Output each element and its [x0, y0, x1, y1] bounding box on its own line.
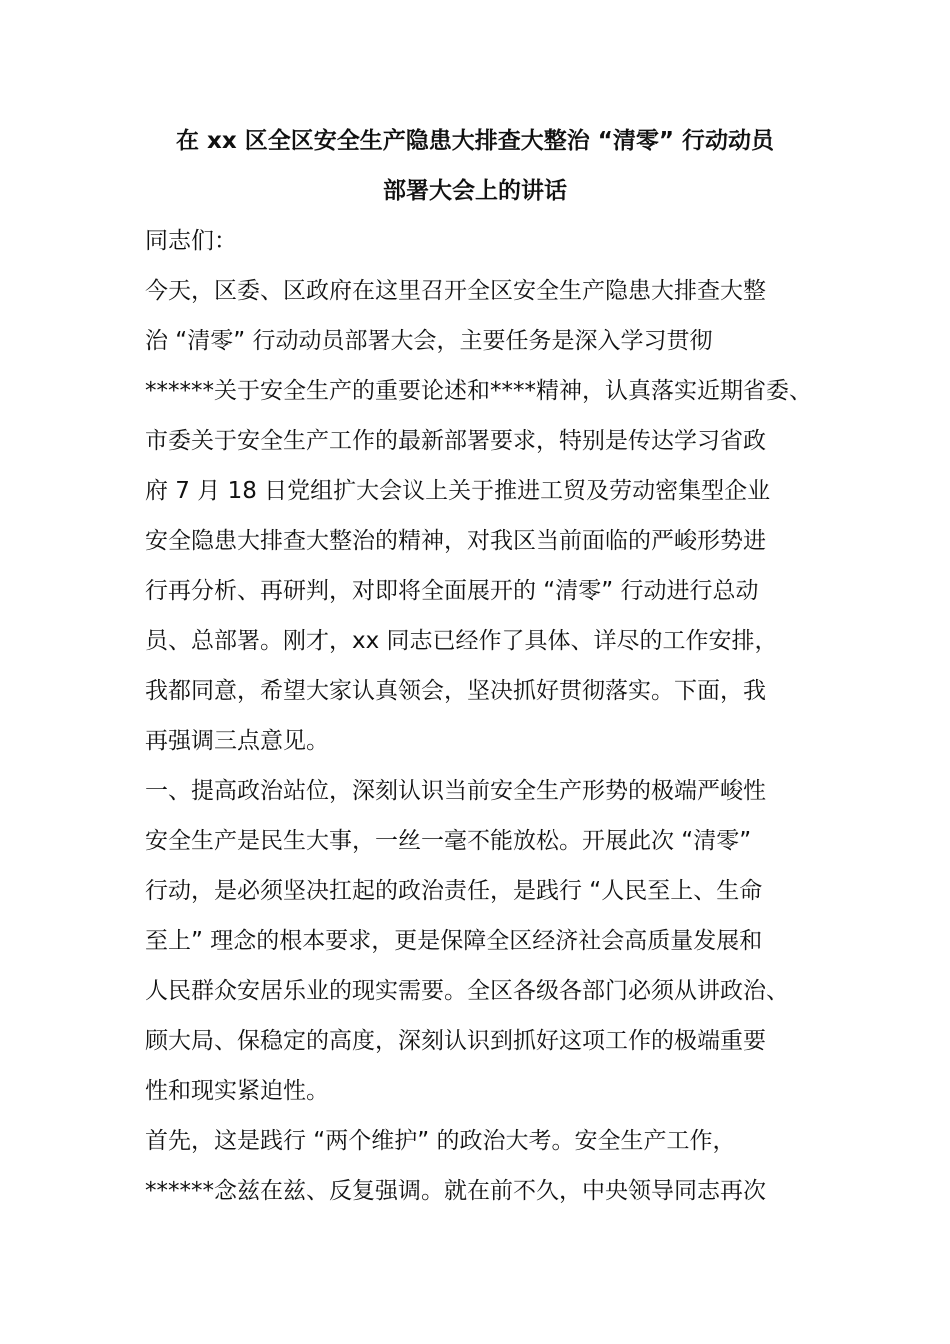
body-line: 市委关于安全生产工作的最新部署要求，特别是传达学习省政 [145, 428, 766, 454]
document-title-line-2: 部署大会上的讲话 [383, 178, 567, 204]
body-line: 再强调三点意见。 [145, 728, 329, 754]
body-line: 人民群众安居乐业的现实需要。全区各级各部门必须从讲政治、 [145, 978, 789, 1004]
body-line: ******关于安全生产的重要论述和****精神，认真落实近期省委、 [145, 378, 812, 404]
body-line: 员、总部署。刚才，xx 同志已经作了具体、详尽的工作安排， [145, 628, 778, 654]
body-line: 顾大局、保稳定的高度，深刻认识到抓好这项工作的极端重要 [145, 1028, 766, 1054]
body-line: 行再分析、再研判，对即将全面展开的 “清零” 行动进行总动 [145, 578, 759, 604]
body-line: 治 “清零” 行动动员部署大会，主要任务是深入学习贯彻 [145, 328, 713, 354]
body-line: ******念兹在兹、反复强调。就在前不久，中央领导同志再次 [145, 1178, 766, 1204]
body-line: 首先，这是践行 “两个维护” 的政治大考。安全生产工作， [145, 1128, 736, 1154]
body-line: 今天，区委、区政府在这里召开全区安全生产隐患大排查大整 [145, 278, 766, 304]
body-line: 我都同意，希望大家认真领会，坚决抓好贯彻落实。下面，我 [145, 678, 766, 704]
body-line: 府 7 月 18 日党组扩大会议上关于推进工贸及劳动密集型企业 [145, 478, 771, 504]
body-line: 行动，是必须坚决扛起的政治责任，是践行 “人民至上、生命 [145, 878, 763, 904]
body-line: 安全生产是民生大事，一丝一毫不能放松。开展此次 “清零” [145, 828, 752, 854]
body-line: 至上” 理念的根本要求，更是保障全区经济社会高质量发展和 [145, 928, 763, 954]
section-heading: 一、提高政治站位，深刻认识当前安全生产形势的极端严峻性 [145, 778, 766, 804]
salutation: 同志们： [145, 228, 237, 254]
body-line: 性和现实紧迫性。 [145, 1078, 329, 1104]
body-line: 安全隐患大排查大整治的精神，对我区当前面临的严峻形势进 [145, 528, 766, 554]
document-title-line-1: 在 xx 区全区安全生产隐患大排查大整治 “清零” 行动动员 [176, 128, 774, 154]
